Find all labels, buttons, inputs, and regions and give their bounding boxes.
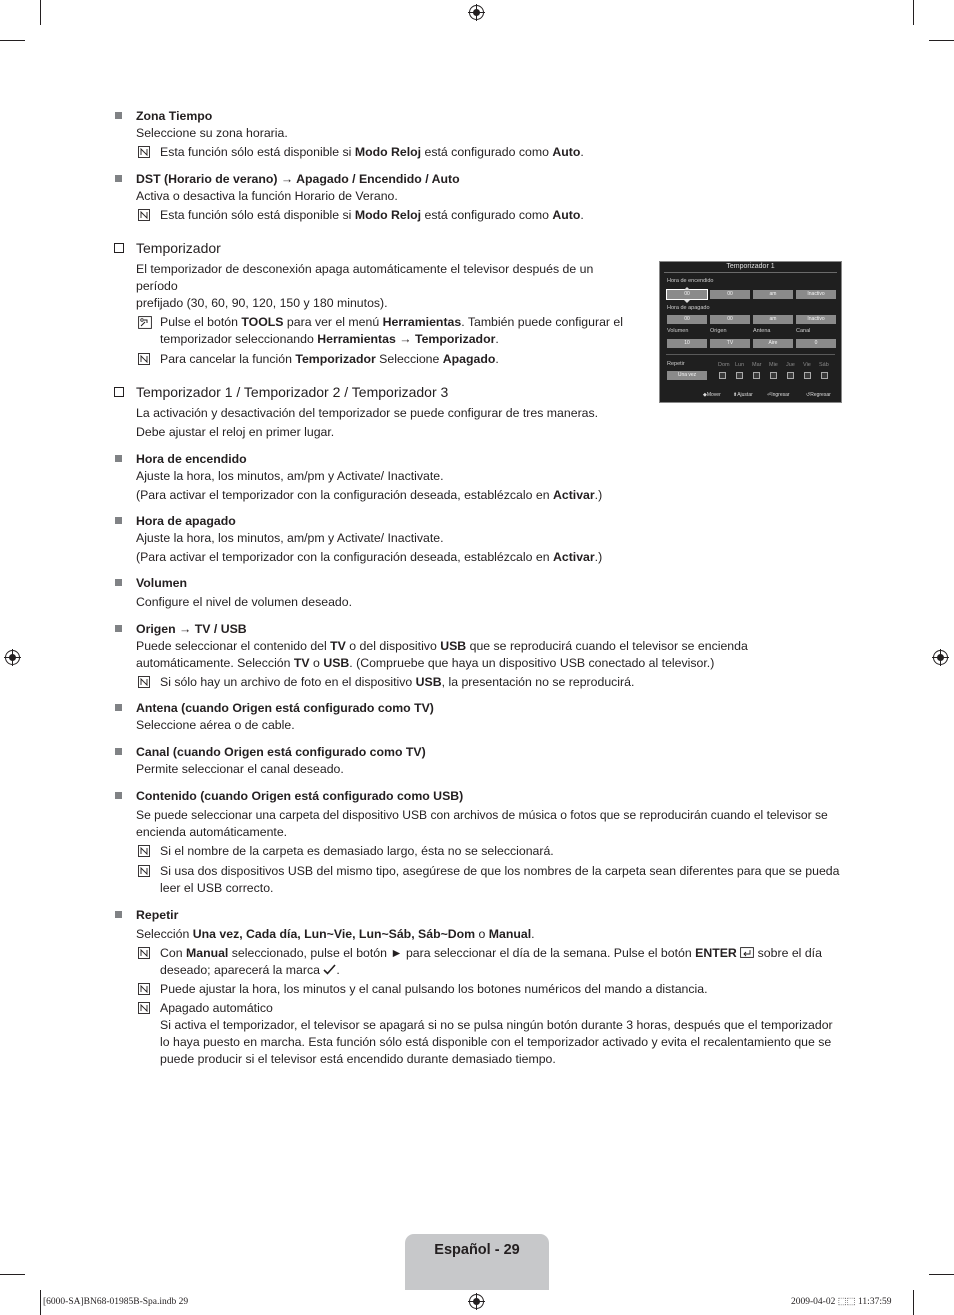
note-icon — [138, 146, 150, 158]
body-text: Se puede seleccionar una carpeta del dispositivo USB con archivos de música o fotos que se reproducirán cuando el televisor se — [136, 808, 828, 822]
item-title: Zona Tiempo — [136, 109, 213, 123]
osd-day-checkbox[interactable] — [804, 372, 811, 379]
text-bold: TV — [293, 656, 310, 670]
note-text: → — [395, 332, 415, 346]
body-text: Debe ajustar el reloj en primer lugar. — [136, 425, 335, 439]
text-bold: Manual — [488, 927, 532, 941]
note-icon — [138, 845, 150, 857]
crop-mark — [929, 40, 954, 41]
text-span: . (Compruebe que haya un dispositivo USB conectado al televisor.) — [349, 656, 715, 670]
bullet-square-icon — [115, 748, 122, 755]
crop-mark — [913, 0, 914, 25]
note-text: Si activa el temporizador, el televisor se apagará si no se pulsa ningún botón durante 3 horas, después que el temporizador — [160, 1018, 833, 1032]
bullet-square-icon — [115, 175, 122, 182]
item-title: Volumen — [136, 576, 188, 590]
note — [136, 351, 636, 368]
crop-mark — [0, 40, 25, 41]
note-bold: ENTER — [695, 946, 737, 960]
tools-icon — [138, 316, 152, 329]
note-text: Apagado automático — [160, 1001, 273, 1015]
note-icon — [138, 947, 150, 959]
osd-on-minute-field[interactable]: 00 — [710, 290, 750, 299]
osd-footer-enter — [767, 392, 790, 399]
item-title: Hora de encendido — [136, 452, 247, 466]
crop-mark — [913, 1290, 914, 1315]
osd-on-label: Hora de encendido — [667, 278, 714, 284]
note-bold: Auto — [552, 145, 581, 159]
osd-repeat-label: Repetir — [667, 361, 685, 367]
osd-on-hour-field[interactable]: 00 — [667, 290, 707, 299]
text-bold: TV — [330, 639, 346, 653]
note-text: Esta función sólo está disponible si — [160, 145, 355, 159]
item-contenido — [114, 788, 844, 897]
temporizador-body — [114, 261, 636, 368]
osd-channel-field[interactable]: 0 — [796, 339, 836, 348]
osd-repeat-field[interactable]: Una vez — [667, 371, 707, 380]
note-text: , la presentación no se reproducirá. — [441, 675, 635, 689]
enter-icon — [740, 947, 754, 958]
text-span: Selección — [136, 927, 193, 941]
item-title: Antena (cuando Origen está configurado como TV) — [136, 701, 434, 715]
note-bold: Modo Reloj — [354, 145, 422, 159]
adjust-arrows-icon: ⬍ — [733, 392, 738, 398]
bullet-square-icon — [115, 112, 122, 119]
registration-mark-icon — [468, 1293, 485, 1310]
osd-volume-label: Volumen — [667, 328, 689, 334]
note-text: . — [495, 332, 499, 346]
osd-day-label: Jue — [786, 362, 795, 368]
osd-off-activate-field[interactable]: Inactivo — [796, 315, 836, 324]
note-bold: Temporizador — [414, 332, 496, 346]
osd-divider — [666, 354, 835, 355]
note-icon — [138, 865, 150, 877]
temporizador-123-body — [114, 405, 844, 441]
section-heading: Temporizador — [136, 240, 221, 256]
return-icon: ↺ — [806, 392, 811, 398]
osd-channel-label: Canal — [796, 328, 811, 334]
osd-day-label: Lun — [735, 362, 745, 368]
osd-off-minute-field[interactable]: 00 — [710, 315, 750, 324]
crop-mark — [929, 1274, 954, 1275]
osd-footer-label: Regresar — [810, 392, 831, 398]
item-title: Contenido (cuando Origen está configurado como USB) — [136, 789, 464, 803]
note-text: Si usa dos dispositivos USB del mismo tipo, asegúrese de que los nombres de la carpeta sean diferentes para que se pueda — [160, 864, 840, 878]
note — [136, 981, 844, 998]
item-zona-tiempo — [114, 108, 844, 161]
note — [136, 207, 844, 224]
body-text: La activación y desactivación del temporizador se puede configurar de tres maneras. — [136, 406, 599, 420]
body-text — [136, 926, 844, 943]
note — [136, 863, 844, 897]
osd-off-label: Hora de apagado — [667, 305, 710, 311]
osd-off-hour-field[interactable]: 00 — [667, 315, 707, 324]
note-bold: TOOLS — [241, 315, 284, 329]
item-desc: Activa o desactiva la función Horario de Verano. — [136, 189, 398, 203]
crop-mark — [0, 1274, 25, 1275]
text-span: o — [309, 656, 324, 670]
crop-mark — [40, 0, 41, 25]
note — [136, 945, 844, 979]
move-arrows-icon: ◆ — [703, 392, 707, 398]
osd-off-ampm-field[interactable]: am — [753, 315, 793, 324]
registration-mark-icon — [468, 4, 485, 21]
item-hora-encendido — [114, 451, 844, 504]
registration-mark-icon — [4, 649, 21, 666]
text-span: .) — [594, 550, 603, 564]
bullet-square-icon — [115, 704, 122, 711]
osd-footer-label: Ingresar — [771, 392, 790, 398]
osd-day-checkbox[interactable] — [821, 372, 828, 379]
osd-day-label: Sáb — [819, 362, 829, 368]
registration-mark-icon — [932, 649, 949, 666]
note-text: . — [580, 145, 584, 159]
note-text: Pulse el botón — [160, 315, 242, 329]
item-canal — [114, 744, 844, 778]
text-span: . — [531, 927, 535, 941]
note-icon — [138, 1002, 150, 1014]
osd-day-checkbox[interactable] — [719, 372, 726, 379]
body-text: prefijado (30, 60, 90, 120, 150 y 180 minutos). — [136, 296, 388, 310]
note-text: Seleccione — [375, 352, 443, 366]
text-span: (Para activar el temporizador con la configuración deseada, establézcalo en — [136, 488, 553, 502]
item-origen — [114, 621, 844, 691]
note — [136, 144, 844, 161]
osd-on-ampm-field[interactable]: am — [753, 290, 793, 299]
osd-down-arrow-icon — [684, 300, 690, 303]
text-span: Puede seleccionar el contenido del — [136, 639, 331, 653]
note-text: Si sólo hay un archivo de foto en el dispositivo — [160, 675, 416, 689]
body-text: encienda automáticamente. — [136, 825, 288, 839]
text-span: (Para activar el temporizador con la configuración deseada, establézcalo en — [136, 550, 553, 564]
note — [136, 843, 844, 860]
body-text: Permite seleccionar el canal deseado. — [136, 762, 344, 776]
note-bold: Herramientas — [382, 315, 462, 329]
osd-day-label: Vie — [803, 362, 811, 368]
osd-antenna-label: Antena — [753, 328, 771, 334]
item-title: Origen → TV / USB — [136, 622, 247, 636]
item-repetir — [114, 907, 844, 1068]
note — [136, 674, 844, 691]
item-title: Canal (cuando Origen está configurado como TV) — [136, 745, 426, 759]
text-bold: Activar — [552, 488, 595, 502]
body-text: Configure el nivel de volumen deseado. — [136, 595, 353, 609]
osd-footer-label: Mover — [706, 392, 721, 398]
text-span: automáticamente. Selección — [136, 656, 294, 670]
note-bold: USB — [415, 675, 442, 689]
enter-icon: ⏎ — [767, 392, 772, 398]
bullet-square-icon — [115, 455, 122, 462]
item-desc: Seleccione su zona horaria. — [136, 126, 288, 140]
text-bold: Una vez, Cada día, Lun~Vie, Lun~Sáb, Sáb~Dom — [192, 927, 476, 941]
text-bold: USB — [323, 656, 350, 670]
osd-day-label: Mie — [769, 362, 778, 368]
note-bold: Temporizador — [295, 352, 376, 366]
tools-note — [136, 314, 636, 348]
osd-day-checkbox[interactable] — [753, 372, 760, 379]
note-text: Si el nombre de la carpeta es demasiado largo, ésta no se seleccionará. — [160, 844, 554, 858]
page-number-tab: Español - 29 — [405, 1234, 549, 1290]
bullet-square-icon — [115, 792, 122, 799]
osd-source-label: Origen — [710, 328, 727, 334]
text-span: o del dispositivo — [345, 639, 441, 653]
note-text: está configurado como — [421, 145, 553, 159]
section-heading: Temporizador 1 / Temporizador 2 / Temporizador 3 — [136, 384, 449, 400]
note — [136, 1000, 844, 1068]
note-text: sobre el día — [754, 946, 822, 960]
note-icon — [138, 676, 150, 688]
item-dst — [114, 171, 844, 224]
osd-on-activate-field[interactable]: Inactivo — [796, 290, 836, 299]
text-bold: Activar — [552, 550, 595, 564]
bullet-square-icon — [115, 911, 122, 918]
note-text: Esta función sólo está disponible si — [160, 208, 355, 222]
osd-day-label: Mar — [752, 362, 762, 368]
note-bold: Auto — [552, 208, 581, 222]
osd-day-checkbox[interactable] — [736, 372, 743, 379]
note-text: lo haya puesto en marcha. Esta función sólo está disponible con el temporizador activado y evita el recalentamiento que se — [160, 1035, 832, 1049]
text-span: .) — [594, 488, 603, 502]
osd-source-field[interactable]: TV — [710, 339, 750, 348]
note-text: . — [580, 208, 584, 222]
note-text: leer el USB correcto. — [160, 881, 274, 895]
osd-footer-move — [703, 392, 721, 399]
note-icon — [138, 353, 150, 365]
bullet-square-icon — [115, 517, 122, 524]
item-antena — [114, 700, 844, 734]
note-text: . — [336, 963, 340, 977]
body-text — [136, 655, 844, 672]
note-text: puede producir si el televisor está encendido durante demasiado tiempo. — [160, 1052, 556, 1066]
note-text: deseado; aparecerá la marca — [160, 963, 324, 977]
note-text: . También puede configurar el — [461, 315, 624, 329]
text-span: que se reproducirá cuando el televisor se encienda — [466, 639, 748, 653]
bullet-square-icon — [115, 625, 122, 632]
note-icon — [138, 209, 150, 221]
note-text: Con — [160, 946, 186, 960]
note-text: temporizador seleccionando — [160, 332, 318, 346]
body-text: Ajuste la hora, los minutos, am/pm y Activate/ Inactivate. — [136, 469, 444, 483]
note-text: Puede ajustar la hora, los minutos y el canal pulsando los botones numéricos del mando a distancia. — [160, 982, 708, 996]
osd-title: Temporizador 1 — [726, 263, 775, 270]
body-text: El temporizador de desconexión apaga automáticamente el televisor después de un período — [136, 262, 594, 293]
item-title: DST (Horario de verano) → Apagado / Encendido / Auto — [136, 172, 460, 186]
crop-mark — [40, 1290, 41, 1315]
print-slug-file: [6000-SA]BN68-01985B-Spa.indb 29 — [43, 1297, 189, 1307]
osd-antenna-field[interactable]: Aire — [753, 339, 793, 348]
osd-footer-adjust — [733, 392, 753, 399]
osd-footer-return — [806, 392, 831, 399]
page-content — [114, 108, 844, 1068]
body-text — [136, 487, 844, 504]
note-text: para ver el menú — [283, 315, 383, 329]
body-text: Ajuste la hora, los minutos, am/pm y Activate/ Inactivate. — [136, 531, 444, 545]
osd-day-checkbox[interactable] — [787, 372, 794, 379]
note-bold: Apagado — [442, 352, 496, 366]
text-bold: USB — [440, 639, 467, 653]
osd-day-label: Dom — [718, 362, 730, 368]
note-text: está configurado como — [421, 208, 553, 222]
note-text: Para cancelar la función — [160, 352, 296, 366]
note-bold: Herramientas — [317, 332, 396, 346]
section-checkbox-icon — [114, 243, 124, 253]
section-temporizador — [114, 239, 844, 257]
item-title: Hora de apagado — [136, 514, 236, 528]
body-text: Seleccione aérea o de cable. — [136, 718, 295, 732]
osd-footer-label: Ajustar — [737, 392, 753, 398]
osd-day-checkbox[interactable] — [770, 372, 777, 379]
item-title: Repetir — [136, 908, 179, 922]
osd-up-arrow-icon — [684, 287, 690, 290]
osd-volume-field[interactable]: 10 — [667, 339, 707, 348]
note-text: . — [495, 352, 499, 366]
section-checkbox-icon — [114, 387, 124, 397]
osd-divider — [664, 272, 837, 273]
note-text: seleccionado, pulse el botón ► para seleccionar el día de la semana. Pulse el botón — [228, 946, 696, 960]
note-icon — [138, 983, 150, 995]
note-bold: Manual — [185, 946, 229, 960]
text-span: o — [475, 927, 489, 941]
body-text — [136, 638, 844, 655]
timer-osd-panel — [659, 261, 842, 403]
checkmark-icon — [323, 964, 336, 975]
body-text — [136, 549, 844, 566]
print-slug-date: 2009-04-02 ⬚⬚ 11:37:59 — [791, 1297, 892, 1307]
item-volumen — [114, 575, 844, 611]
note-bold: Modo Reloj — [354, 208, 422, 222]
bullet-square-icon — [115, 579, 122, 586]
item-hora-apagado — [114, 513, 844, 566]
